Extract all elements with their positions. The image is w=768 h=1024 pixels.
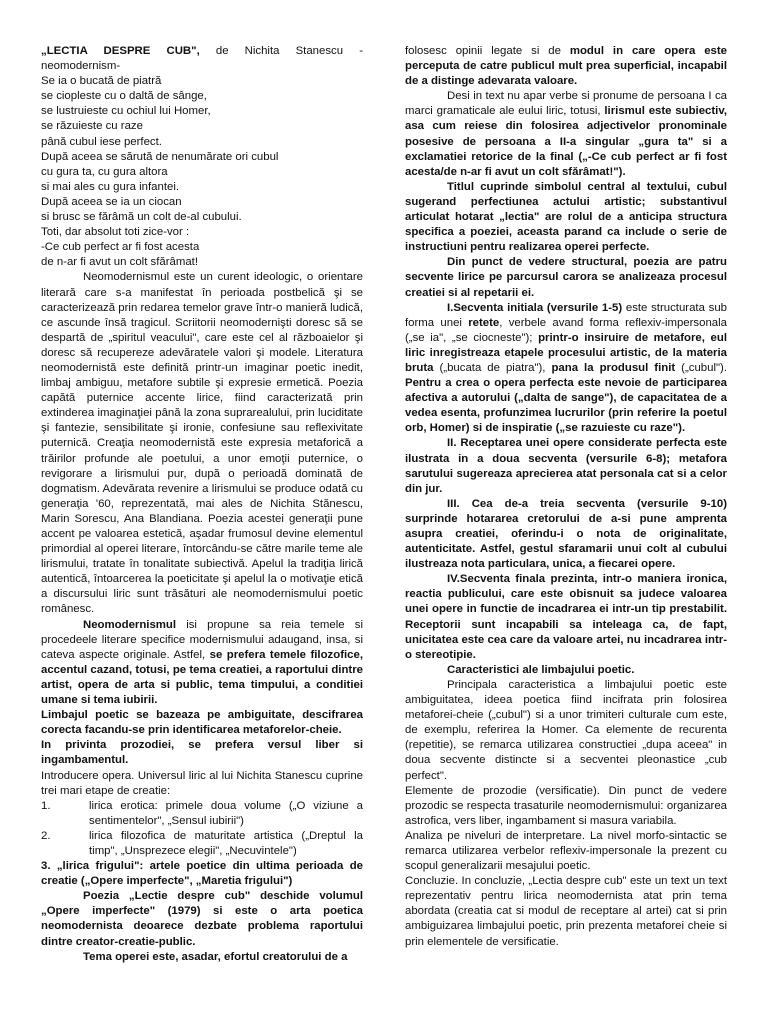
poem-line: si mai ales cu gura infantei.	[41, 180, 180, 193]
paragraph-prosody: In privinta prozodiei, se prefera versul liber si ingambamentul.	[41, 739, 363, 767]
seq1-bold-a: I.Secventa initiala (versurile 1-5)	[447, 301, 623, 314]
poem-block	[41, 74, 363, 270]
list-item-3	[41, 859, 363, 889]
poem-line: se răzuieste cu raze	[41, 120, 143, 133]
paragraph-themes-normal: isi propune sa reia temele si procedeele literare specifice modernismului adaugand, insa, si cateva aspecte originale. Astfel,	[41, 618, 363, 661]
paragraph-sequence-4: IV.Secventa finala prezinta, intr-o maniera ironica, reactia publicului, care este obisnuit sa judece valoarea unei opere in functie de incadrarea ei intr-un tip prestabilit. Receptorii sunt incapabili sa inteleaga ca, de fapt, unicitatea este cea care da valoare artei, nu incadrarea intr-o stereotipie.	[405, 573, 727, 661]
paragraph-interpretation: Analiza pe niveluri de interpretare. La nivel morfo-sintactic se remarca utilizarea verbelor reflexiv-impersonale la prezent cu scopul generalizarii mesajului poetic.	[405, 829, 727, 873]
paragraph-structure: Din punct de vedere structural, poezia are patru secvente lirice pe parcursul carora se analizeaza procesul creatiei si al repetarii ei.	[405, 256, 727, 299]
paragraph-poem-opens: Poezia „Lectie despre cub" deschide volumul „Opere imperfecte" (1979) si este o arta poetica neomodernista deoarece dezbate problema raportului dintre creator-creatie-public.	[41, 890, 363, 948]
paragraph-title: Titlul cuprinde simbolul central al textului, cubul sugerand perfectiunea actului artistic; substantivul articulat hotarat „lectia" are rolul de a anticipa structura specifica a poeziei, aceasta parand ca include o serie de instructiuni pentru realizarea operei perfecte.	[405, 180, 727, 254]
poem-line: se lustruieste cu ochiul lui Homer,	[41, 105, 211, 118]
seq1-bold-d: pana la produsul finit	[551, 361, 676, 374]
paragraph-neomodernism: Neomodernismul este un curent ideologic, o orientare literară care s-a manifestat în perioada postbelică şi se caracterizează prin redarea temelor grave într-o manieră ludică, ce ascunde însă tragicul. Scriitorii neomodernişti doresc să se despartă de „spiritul veacului", care este cel al războaielor şi doresc să recupereze adevăratele valori şi modele. Literatura neomodernistă este definită printr-un imaginar poetic inedit, limbaj ambiguu, metafore subtile şi expresie ermetică. Poezia capătă puternice accente lirice, fiind caracterizată prin extinderea imaginaţiei până la zona suprarealului, prin luciditate şi fantezie, sensibilitate şi ironie, confesiune sau reflexivitate puternică. Creaţia neomodernistă este expresia metaforică a trăirilor profunde ale poetului, a unor emoţii puternice, o revigorare a lirismului pur, după o perioadă dominată de dogmatism. Adevărata revenire a lirismului se produce odată cu generaţia '60, reprezentată, mai ales de Nichita Stănescu, Marin Sorescu, Ana Blandiana. Poezia acestei generaţii pune accent pe valoarea estetică, aşadar frumosul devine elementul primordial al operei literare, întorcându-se către marile teme ale lirismului, tratate în tonalitate subiectivă. Apelul la tradiţia lirică autentică, întoarcerea la poeticitate şi apelul la o motivaţie etică a discursului liric sunt trăsături ale neomodernismului poetic românesc.	[41, 271, 363, 616]
list-item-text: lirica erotica: primele doua volume („O viziune a sentimentelor", „Sensul iubirii")	[89, 799, 363, 827]
poem-line: Toti, dar absolut toti zice-vor :	[41, 226, 190, 239]
paragraph-theme: Tema operei este, asadar, efortul creatorului de a	[83, 950, 348, 963]
paragraph-ambiguity: Principala caracteristica a limbajului poetic este ambiguitatea, ideea poetica fiind incifrata prin folosirea metaforei-cheie („cubul") si a unor trimiteri culturale cum este, de exemplu, referirea la Homer. Ca elemente de recurenta (repetitie), se remarca utilizarea constructiei „dupa aceea" in doua secvente distincte si a secventei pleonastice „cub perfect".	[405, 678, 727, 782]
seq1-normal-c: („bucata de piatra"),	[433, 361, 552, 374]
paragraph-prosody-elements: Elemente de prozodie (versificatie). Din punct de vedere prozodic se respecta trasaturile neomodernismului: organizarea astrofica, vers liber, ingambament si masura variabila.	[405, 784, 727, 827]
list-item-text: lirica filozofica de maturitate artistica („Dreptul la timp", „Unsprezece elegii", „Necuvintele")	[89, 829, 363, 857]
poem-line: până cubul iese perfect.	[41, 135, 162, 148]
list-item-number: 3.	[41, 860, 51, 873]
paragraph-sequence-2: II. Receptarea unei opere considerate perfecta este ilustrata in a doua secventa (versurile 6-8); metafora sarutului sugereaza aprecierea atat personala cat si a celor din jur.	[405, 437, 727, 495]
paragraph-language: Limbajul poetic se bazeaza pe ambiguitate, descifrarea corecta facandu-se prin identificarea metaforelor-cheie.	[41, 709, 363, 737]
list-item-text: „lirica frigului": artele poetice din ultima perioada de creatie („Opere imperfecte", „Maretia frigului")	[41, 860, 363, 888]
list-item	[41, 829, 363, 859]
paragraph-themes-bold-a: Neomodernismul	[83, 618, 177, 631]
paragraph-sequence-3: III. Cea de-a treia secventa (versurile 9-10) surprinde hotararea cretorului de a-si pune amprenta asupra creatiei, oferindu-i o nota de originalitate, autenticitate. Astfel, gestul sfaramarii unui colt al cubului ilustreaza nota particulara, unica, a fiecarei opere.	[405, 497, 727, 571]
poem-line: de n-ar fi avut un colt sfărâmat!	[41, 256, 199, 269]
essay-title	[41, 44, 363, 59]
seq1-bold-b: retete	[468, 316, 500, 329]
poem-line: si brusc se fărâmă un colt de-al cubului.	[41, 211, 242, 224]
paragraph-subjective-normal: Desi in text nu apar verbe si pronume de persoana I ca marci gramaticale ale eului liric, totusi,	[405, 90, 727, 118]
poem-line: După aceea se sărută de nenumărate ori cubul	[41, 150, 279, 163]
essay-subtitle: neomodernism-	[41, 60, 121, 73]
paragraph-subjective	[405, 89, 727, 180]
seq1-normal-a: este structurata sub forma unei	[405, 301, 728, 329]
seq1-normal-d: („cubul").	[675, 361, 727, 374]
paragraph-intro: Introducere opera. Universul liric al lui Nichita Stanescu cuprine trei mari etape de creatie:	[41, 769, 363, 797]
seq1-bold-c: printr-o insiruire de metafore, eul liric inregistreaza etapele procesului artistic, de la materia bruta	[405, 331, 728, 374]
paragraph-public	[405, 44, 727, 89]
list-item-number: 1.	[41, 799, 51, 812]
paragraph-subjective-bold: lirismul este subiectiv, asa cum reiese din folosirea adjectivelor pronominale posesive de persoana a II-a singular „gura ta" si a exclamatiei retorice de la final („-Ce cub perfect ar fi fost acesta/de n-ar fi avut un colt sfărâmat!").	[405, 105, 727, 178]
paragraph-themes-bold-b: se prefera temele filozofice, accentul cazand, totusi, pe tema creatiei, a raportului dintre artist, opera de arta si public, tema timpului, a conditiei umane si tema iubirii.	[41, 648, 363, 707]
essay-title-bold: „LECTIA DESPRE CUB",	[41, 45, 216, 57]
seq1-normal-b: , verbele avand forma reflexiv-impersonala („se ia", „se ciocneste");	[405, 316, 727, 344]
poem-line: Se ia o bucată de piatră	[41, 75, 162, 88]
poem-line: cu gura ta, cu gura altora	[41, 165, 168, 178]
paragraph-public-bold: modul in care opera este perceputa de catre publicul mult prea superficial, incapabil de a distinge adevarata valoare.	[405, 45, 728, 88]
paragraph-conclusion: Concluzie. In concluzie, „Lectia despre cub" este un text un text reprezentativ pentru lirica neomodernista atat prin tema abordata (creatia cat si modul de receptare al artei) cat si prin ambiguizarea limbajului poetic, prin prezenta metaforei cheie si prin elementele de versificatie.	[405, 875, 727, 948]
poem-line: După aceea se ia un ciocan	[41, 195, 182, 208]
paragraph-themes	[41, 618, 363, 709]
paragraph-public-normal: folosesc opinii legate si de	[405, 45, 570, 57]
seq1-bold-e: Pentru a crea o opera perfecta este nevoie de participarea afectiva a autorului („dalta de sange"), de capacitatea de a vedea esenta, profunzimea lucrurilor (prin referire la poetul orb, Homer) si de inspiratie („se razuieste cu raze").	[405, 377, 727, 435]
paragraph-sequence-1	[405, 301, 727, 437]
essay-title-rest: de Nichita Stanescu -	[215, 45, 363, 57]
right-column	[405, 44, 727, 950]
list-item-number: 2.	[41, 829, 51, 842]
poem-line: se ciopleste cu o daltă de sânge,	[41, 90, 207, 103]
left-column	[41, 44, 363, 965]
heading-language-features: Caracteristici ale limbajului poetic.	[447, 663, 635, 676]
poem-line: -Ce cub perfect ar fi fost acesta	[41, 241, 200, 254]
list-item	[41, 799, 363, 829]
